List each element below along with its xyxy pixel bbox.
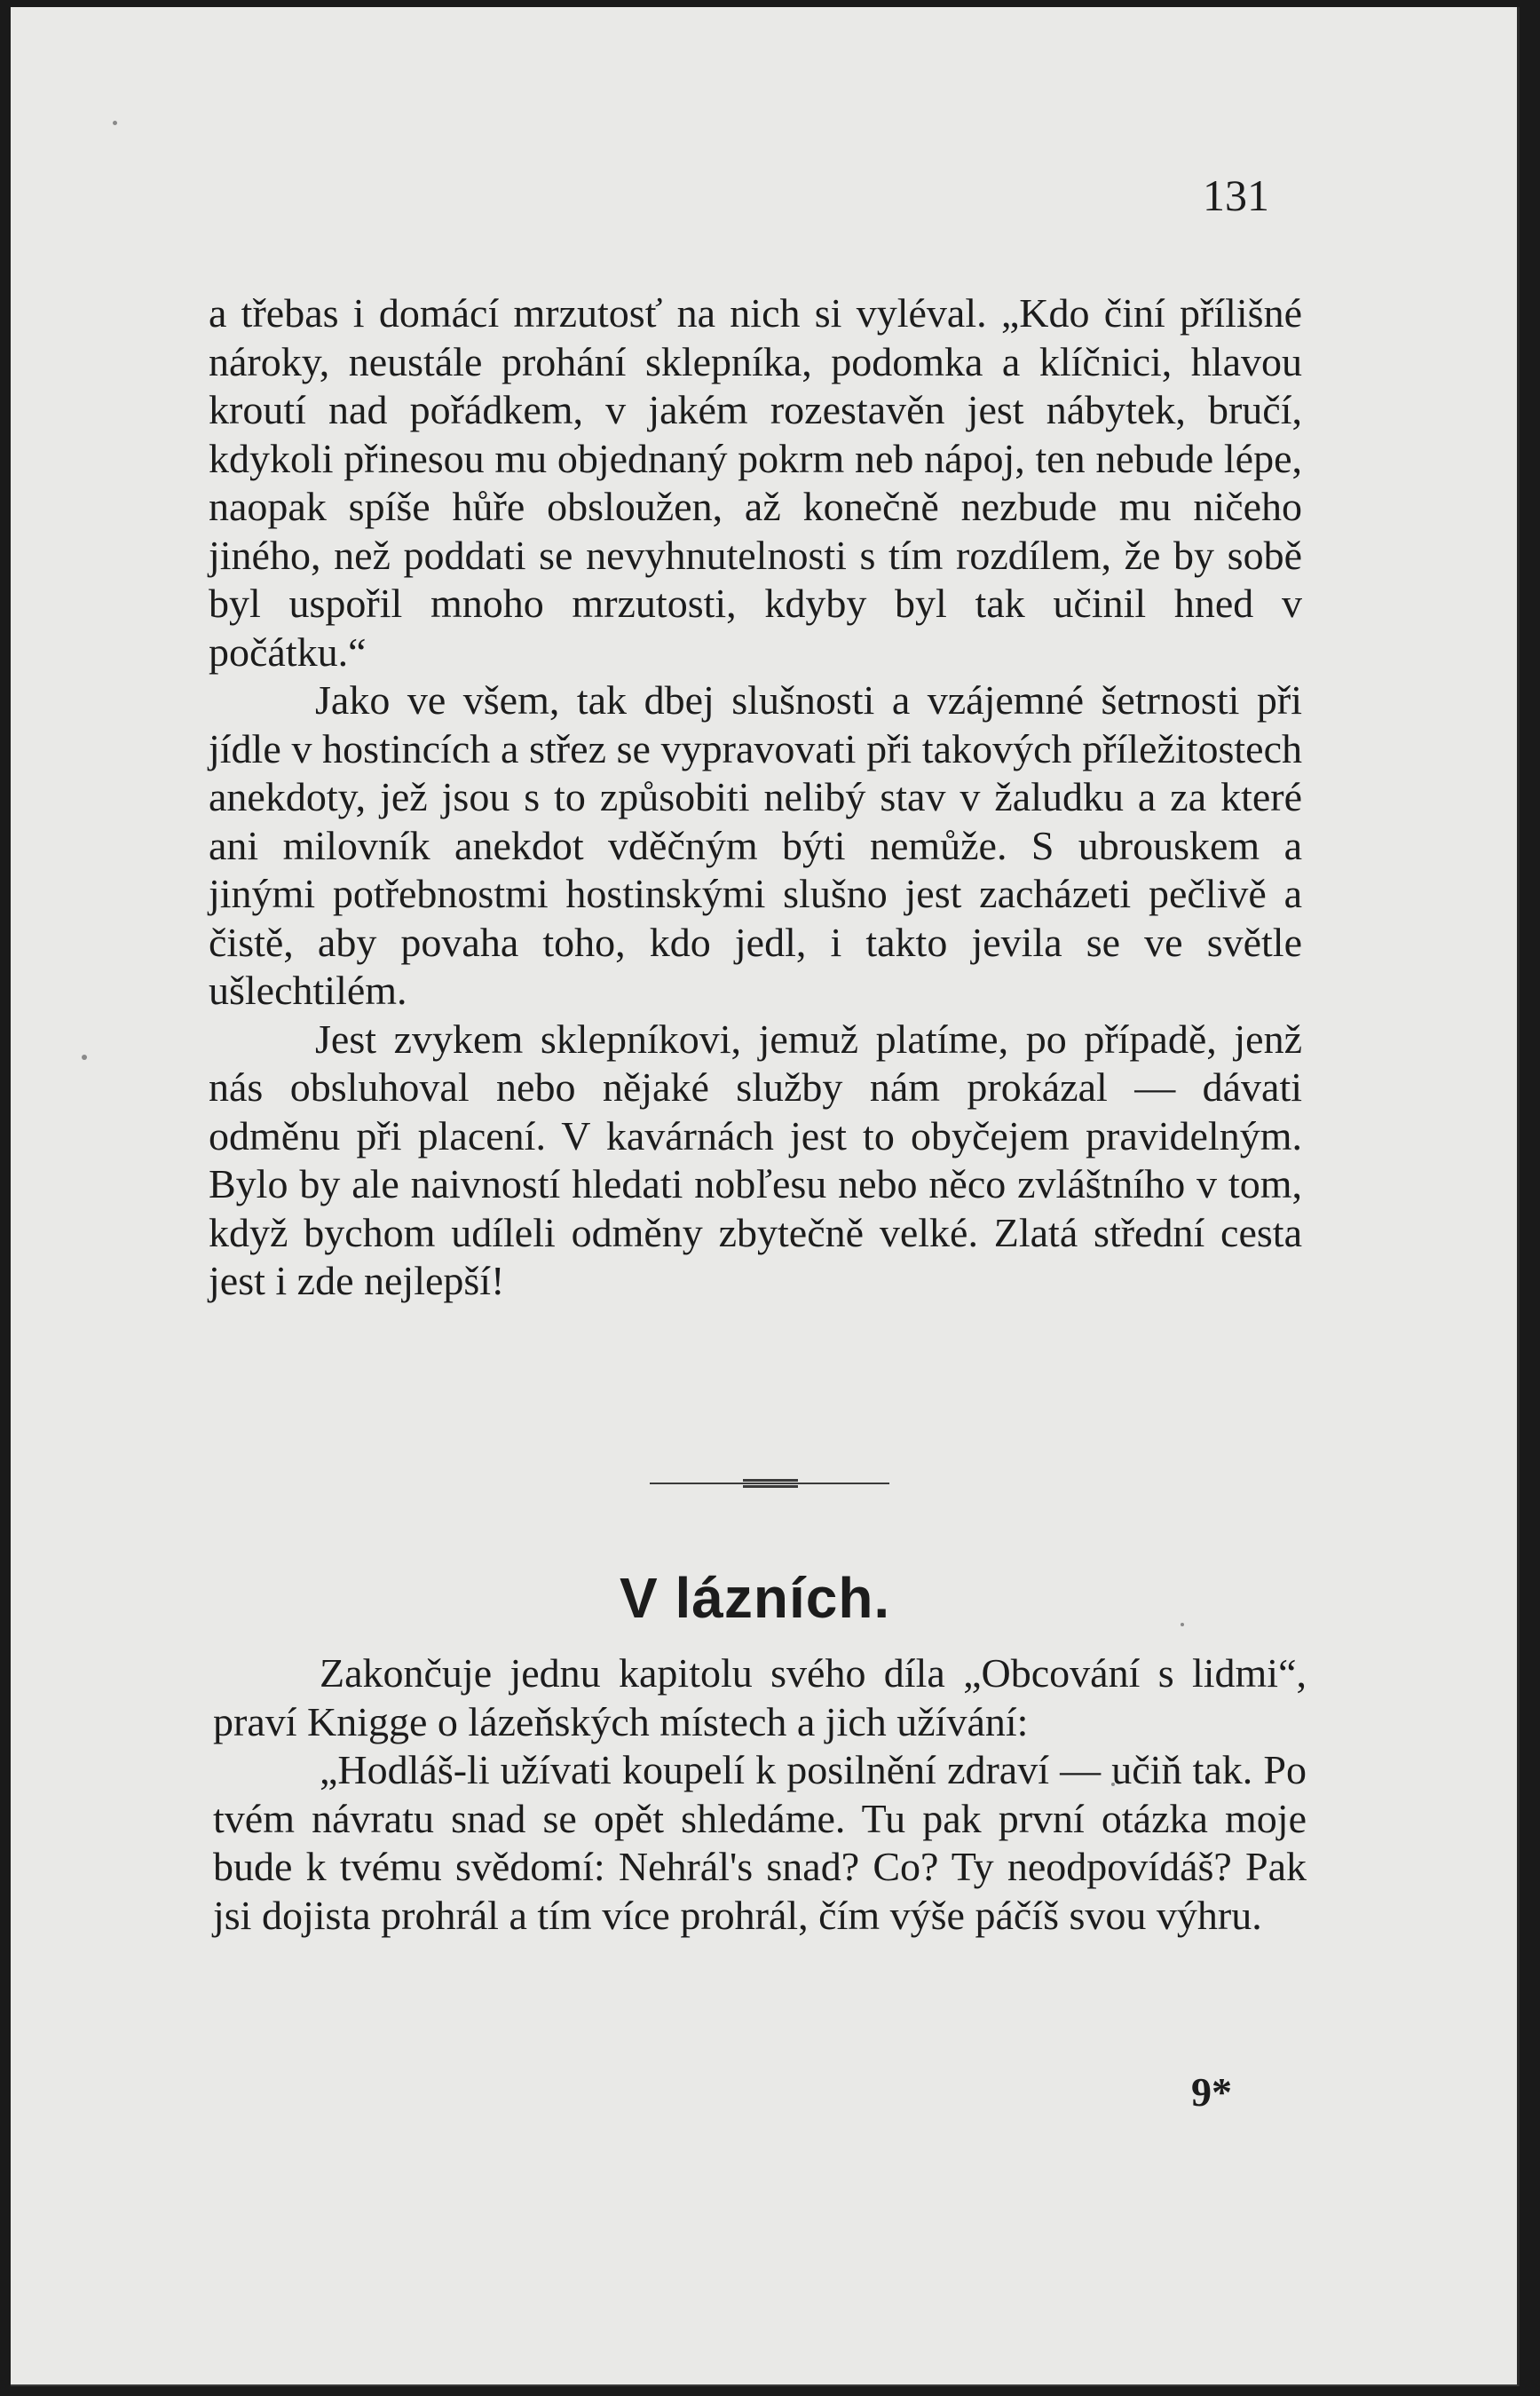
- divider-line: [650, 1483, 889, 1484]
- divider-line: [743, 1479, 798, 1482]
- text-block-top: [209, 289, 1302, 1306]
- section-heading: V lázních.: [620, 1566, 891, 1630]
- paragraph-knigge: Zakončuje jednu kapitolu svého díla „Obcování s lidmi“, praví Knigge o lázeňských místech a jich užívání:: [213, 1650, 1307, 1744]
- print-speck: [113, 121, 117, 125]
- paragraph-continuation: a třebas i domácí mrzutosť na nich si vyléval. „Kdo činí přílišné nároky, neustále prohání sklepníka, podomka a klíčnici, hlavou kroutí nad pořádkem, v jakém rozestavěn jest nábytek, bručí, kdykoli přinesou mu objednaný pokrm neb nápoj, ten nebude lépe, naopak spíše hůře obsloužen, až konečně nezbude mu ničeho jiného, než poddati se nevyhnutelnosti s tím rozdílem, že by sobě byl uspořil mnoho mrzutosti, kdyby byl tak učinil hned v počátku.“: [209, 290, 1302, 675]
- print-speck: [82, 1055, 87, 1060]
- section-divider: [650, 1477, 889, 1490]
- paragraph-hostince: Jako ve všem, tak dbej slušnosti a vzájemné šetrnosti při jídle v hostincích a střez se vypravovati při takových příležitostech anekdoty, jež jsou s to způsobiti nelibý stav v žaludku a za které ani milovník anekdot vděčným býti nemůže. S ubrouskem a jinými potřebnostmi hostinskými slušno jest zacházeti pečlivě a čistě, aby povaha toho, kdo jedl, i takto jevila se ve světle ušlechtilém.: [209, 677, 1302, 1013]
- print-speck: [1181, 1623, 1184, 1626]
- paragraph-quote: „Hodláš-li užívati koupelí k posilnění zdraví — učiň tak. Po tvém návratu snad se opět shledáme. Tu pak první otázka moje bude k tvému svědomí: Nehrál's snad? Co? Ty neodpovídáš? Pak jsi dojista prohrál a tím více prohrál, čím výše páčíš svou výhru.: [213, 1747, 1307, 1938]
- divider-line: [743, 1485, 798, 1488]
- book-page: [11, 7, 1520, 2386]
- signature-mark: 9*: [1191, 2069, 1232, 2115]
- text-block-bottom: [213, 1649, 1307, 1940]
- paragraph-sklepnik: Jest zvykem sklepníkovi, jemuž platíme, po případě, jenž nás obsluhoval nebo nějaké služby nám prokázal — dávati odměnu při placení. V kavárnách jest to obyčejem pravidelným. Bylo by ale naivností hledati nobľesu nebo něco zvláštního v tom, když bychom udíleli odměny zbytečně velké. Zlatá střední cesta jest i zde nejlepší!: [209, 1016, 1302, 1303]
- page-number: 131: [1203, 170, 1269, 220]
